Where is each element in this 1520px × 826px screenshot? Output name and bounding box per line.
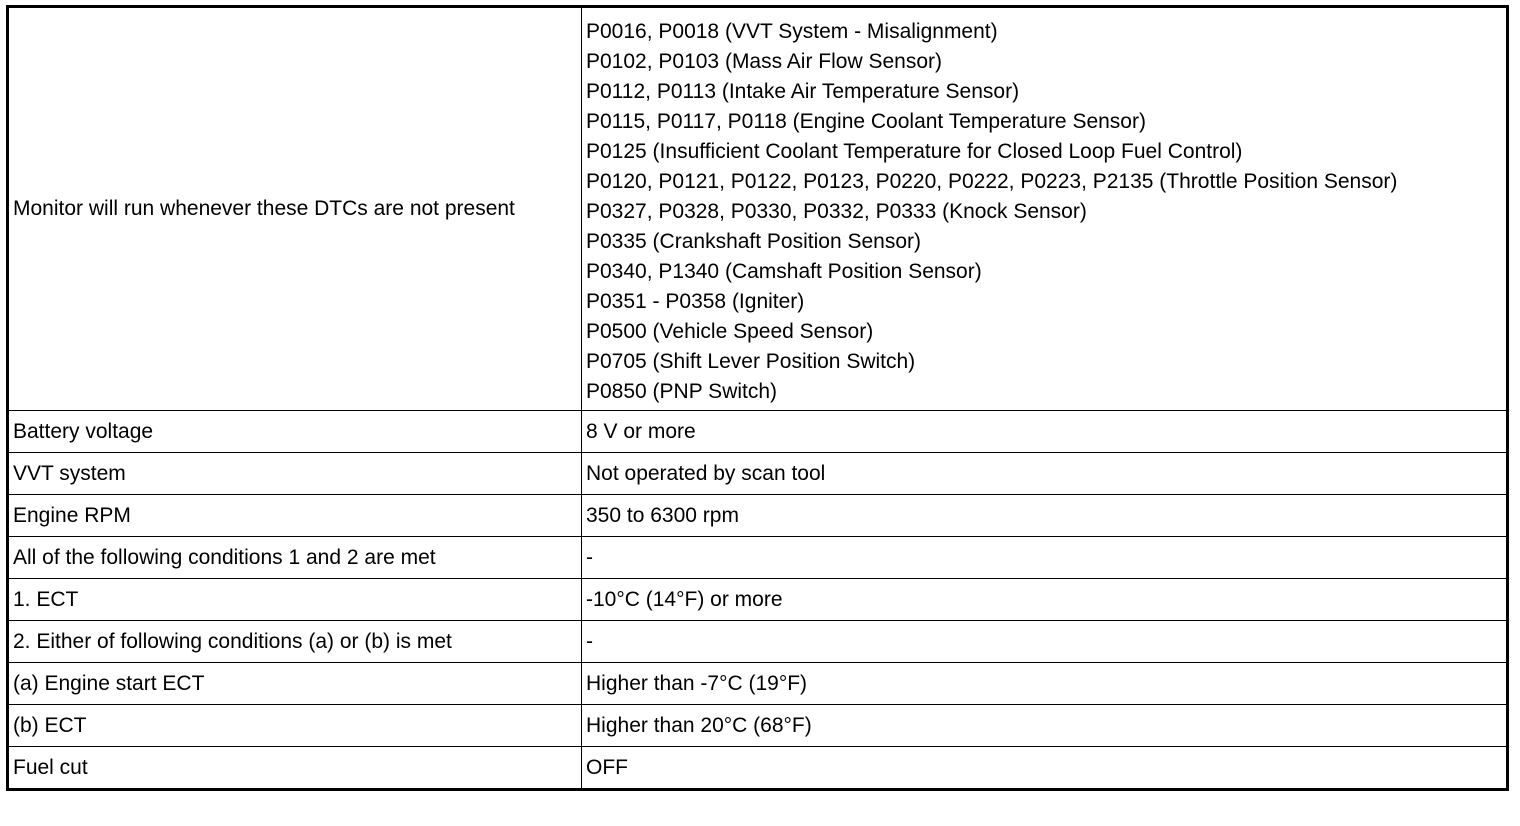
condition-value: OFF (582, 747, 1508, 790)
dtc-line: P0327, P0328, P0330, P0332, P0333 (Knock Sensor) (586, 200, 1087, 223)
dtc-line: P0112, P0113 (Intake Air Temperature Sensor) (586, 80, 1020, 103)
dtc-line: P0850 (PNP Switch) (586, 380, 778, 403)
condition-value: Not operated by scan tool (582, 453, 1508, 495)
condition-label: All of the following conditions 1 and 2 are met (8, 537, 582, 579)
dtc-line: P0102, P0103 (Mass Air Flow Sensor) (586, 50, 942, 73)
dtc-line: P0340, P1340 (Camshaft Position Sensor) (586, 260, 982, 283)
condition-label: 2. Either of following conditions (a) or (b) is met (8, 621, 582, 663)
table-row (8, 621, 1508, 663)
condition-label: (b) ECT (8, 705, 582, 747)
table-row (8, 663, 1508, 705)
dtc-line: P0705 (Shift Lever Position Switch) (586, 350, 916, 373)
table-row (8, 537, 1508, 579)
dtc-line: P0016, P0018 (VVT System - Misalignment) (586, 20, 998, 43)
condition-value: - (582, 621, 1508, 663)
condition-label: Battery voltage (8, 411, 582, 453)
table-row (8, 747, 1508, 790)
condition-label: (a) Engine start ECT (8, 663, 582, 705)
table-row (8, 495, 1508, 537)
conditions-table (6, 5, 1509, 791)
condition-label: Engine RPM (8, 495, 582, 537)
condition-label: Fuel cut (8, 747, 582, 790)
condition-value: -10°C (14°F) or more (582, 579, 1508, 621)
condition-label: 1. ECT (8, 579, 582, 621)
dtc-line: P0335 (Crankshaft Position Sensor) (586, 230, 922, 253)
dtc-line: P0125 (Insufficient Coolant Temperature for Closed Loop Fuel Control) (586, 140, 1243, 163)
table-row (8, 705, 1508, 747)
condition-value: - (582, 537, 1508, 579)
dtc-line: P0115, P0117, P0118 (Engine Coolant Temperature Sensor) (586, 110, 1146, 133)
condition-label: VVT system (8, 453, 582, 495)
table-row (8, 453, 1508, 495)
dtc-condition-label: Monitor will run whenever these DTCs are not present (8, 7, 582, 411)
dtc-line: P0351 - P0358 (Igniter) (586, 290, 805, 313)
table-row-dtc (8, 7, 1508, 411)
dtc-line: P0500 (Vehicle Speed Sensor) (586, 320, 874, 343)
table-row (8, 411, 1508, 453)
dtc-line: P0120, P0121, P0122, P0123, P0220, P0222, P0223, P2135 (Throttle Position Sensor) (586, 170, 1398, 193)
condition-value: Higher than -7°C (19°F) (582, 663, 1508, 705)
table-row (8, 579, 1508, 621)
dtc-list-cell (582, 7, 1508, 411)
condition-value: 8 V or more (582, 411, 1508, 453)
condition-value: 350 to 6300 rpm (582, 495, 1508, 537)
condition-value: Higher than 20°C (68°F) (582, 705, 1508, 747)
